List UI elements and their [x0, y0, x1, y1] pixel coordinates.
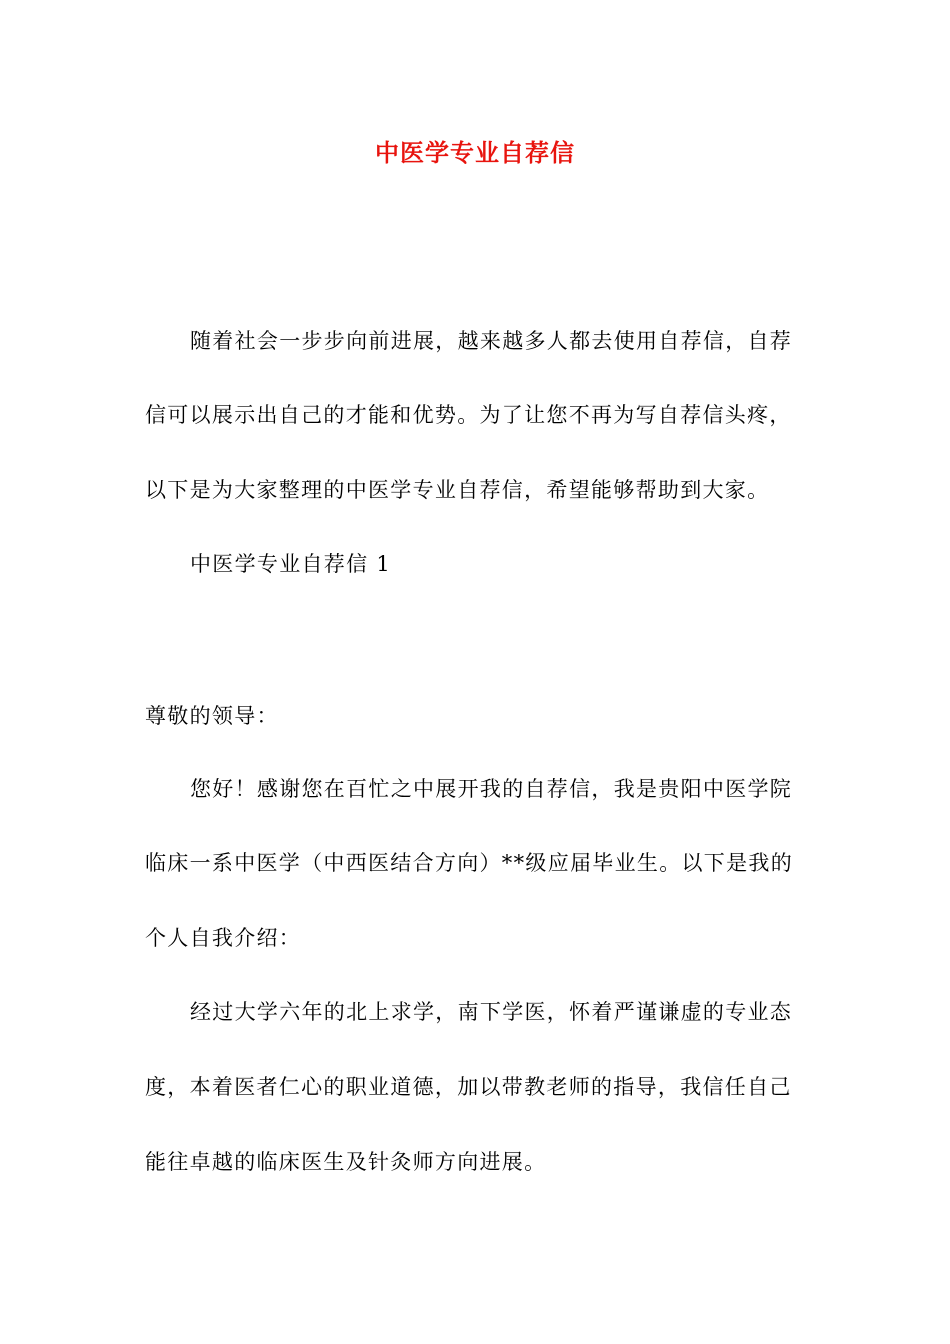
intro-line-2: 信可以展示出自己的才能和优势。为了让您不再为写自荐信头疼， [145, 403, 792, 427]
paragraph2-line-3: 能往卓越的临床医生及针灸师方向进展。 [145, 1150, 547, 1174]
intro-line-3: 以下是为大家整理的中医学专业自荐信，希望能够帮助到大家。 [145, 478, 770, 502]
section-heading: 中医学专业自荐信 1 [190, 552, 392, 576]
paragraph2-line-2: 度，本着医者仁心的职业道德，加以带教老师的指导，我信任自己 [145, 1075, 792, 1099]
document-title: 中医学专业自荐信 [375, 139, 575, 167]
salutation: 尊敬的领导： [145, 704, 279, 728]
paragraph1-line-1: 您好！感谢您在百忙之中展开我的自荐信，我是贵阳中医学院 [190, 777, 793, 801]
paragraph1-line-2: 临床一系中医学（中西医结合方向）**级应届毕业生。以下是我的 [145, 851, 793, 875]
paragraph2-line-1: 经过大学六年的北上求学，南下学医，怀着严谨谦虚的专业态 [190, 1000, 793, 1024]
intro-line-1: 随着社会一步步向前进展，越来越多人都去使用自荐信，自荐 [190, 329, 793, 353]
paragraph1-line-3: 个人自我介绍： [145, 926, 302, 950]
